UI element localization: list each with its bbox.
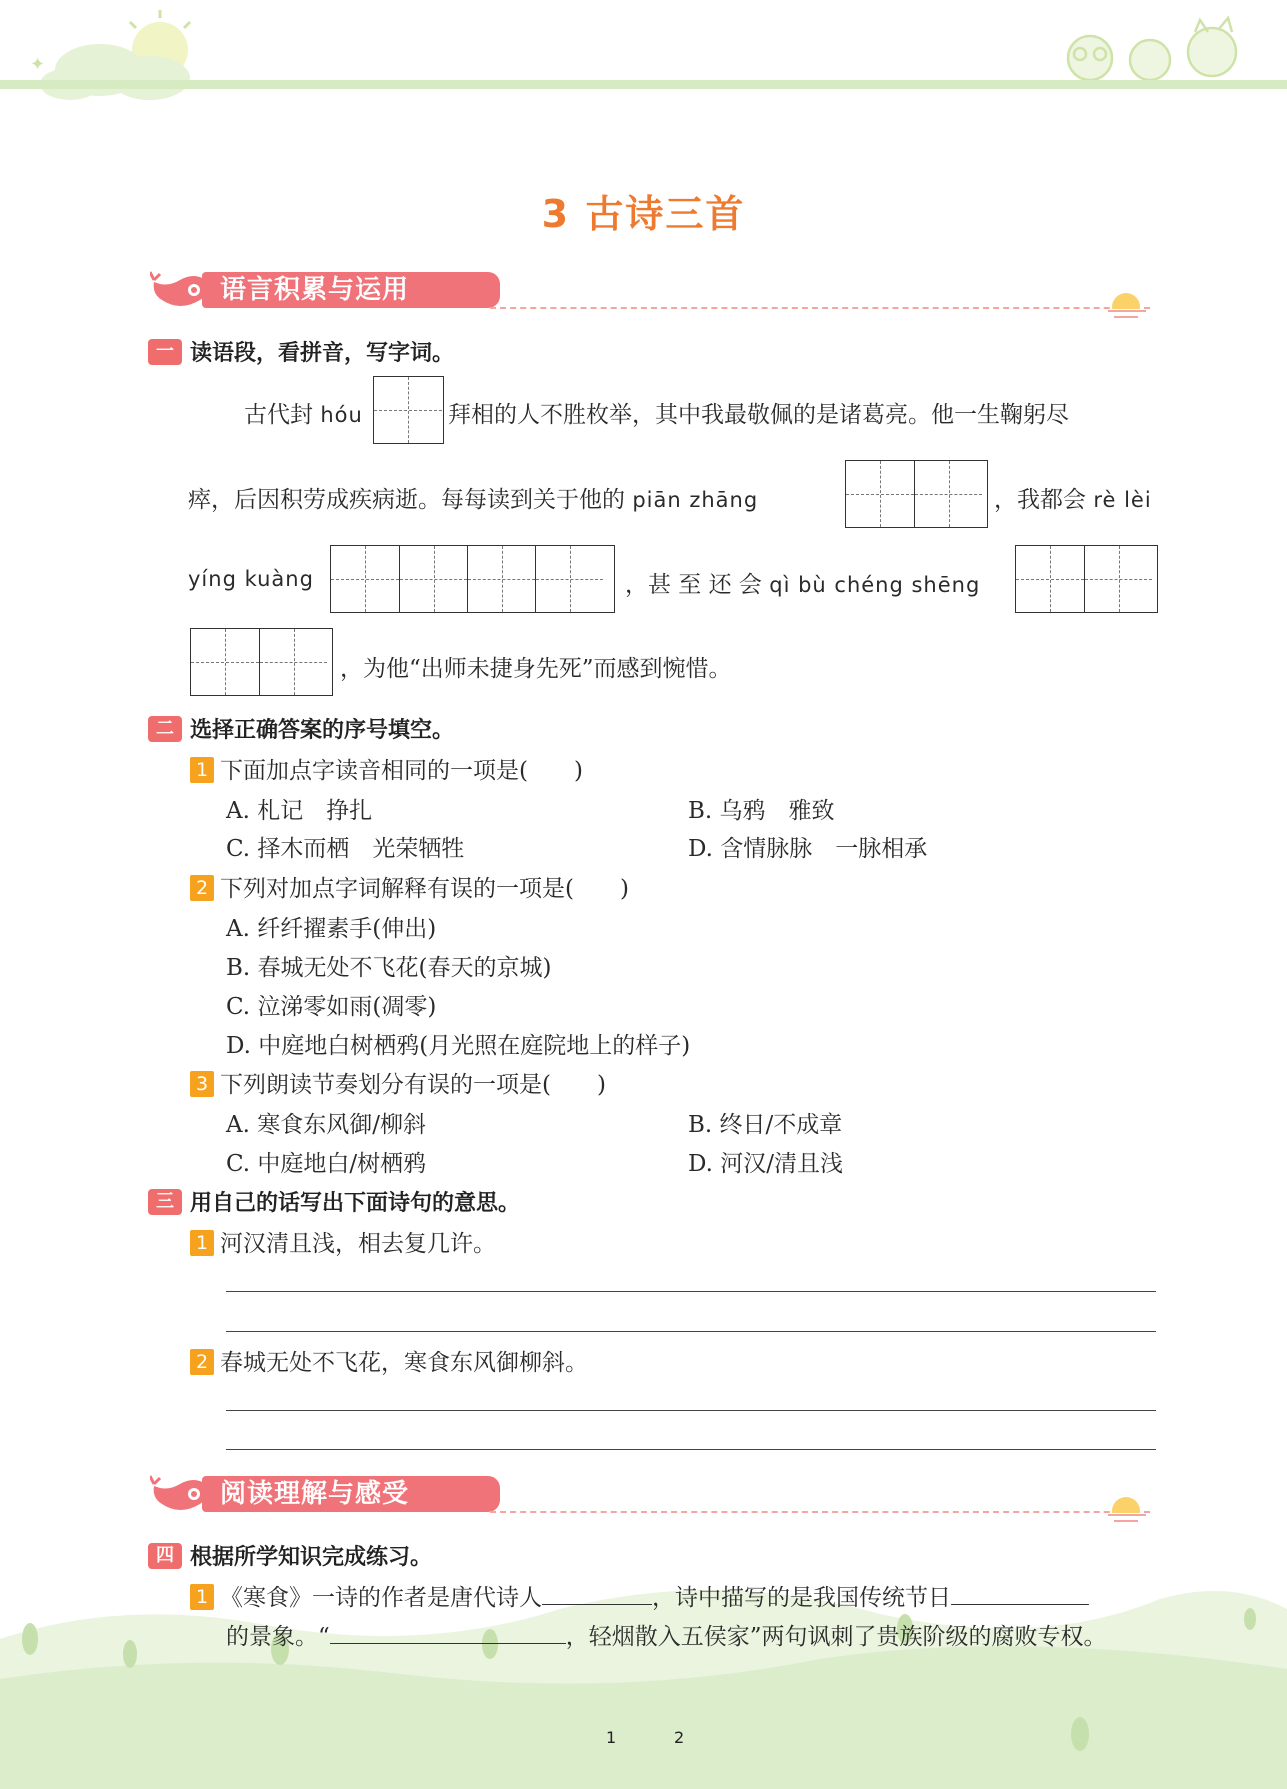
animal-faces-icon (1068, 18, 1236, 80)
sunset-icon (1104, 283, 1150, 329)
q2-item-2: 2 下列对加点字词解释有误的一项是( ) (190, 870, 629, 903)
q2-2-option-d[interactable]: D. 中庭地白树栖鸦(月光照在庭院地上的样子) (226, 1033, 691, 1059)
q1-line-3-b: ，甚 至 还 会 qì bù chéng shēng (625, 572, 981, 598)
q2-heading (148, 713, 454, 744)
blank-poem-line[interactable] (330, 1621, 566, 1644)
q1-line-1: 古代封 hóu (244, 402, 363, 428)
q3-badge: 三 (148, 1189, 182, 1215)
page-title: 3 古诗三首 (541, 192, 746, 236)
answer-line[interactable] (226, 1449, 1156, 1450)
q2-3-option-a[interactable]: A. 寒食东风御/柳斜 (226, 1112, 426, 1138)
q1-line-3: yíng kuàng (188, 567, 314, 591)
q3-heading (148, 1186, 520, 1217)
q2-badge: 二 (148, 716, 182, 742)
q2-heading-text: 选择正确答案的序号填空。 (190, 718, 455, 743)
q2-item-1: 1 下面加点字读音相同的一项是( ) (190, 752, 583, 785)
q3-item-1: 1 河汉清且浅，相去复几许。 (190, 1225, 496, 1258)
section-divider-1 (490, 307, 1150, 309)
char-box-qibuchengsheng-2[interactable] (190, 628, 333, 696)
q4-badge: 四 (148, 1543, 182, 1569)
answer-line[interactable] (226, 1331, 1156, 1332)
q1-line-2-b: ，我都会 rè lèi (994, 487, 1152, 513)
svg-text:✦: ✦ (30, 54, 46, 75)
q1-line-1-b: 拜相的人不胜枚举，其中我最敬佩的是诸葛亮。他一生鞠躬尽 (448, 402, 1069, 428)
q3-item-2: 2 春城无处不飞花，寒食东风御柳斜。 (190, 1344, 588, 1377)
blank-poet[interactable] (542, 1582, 652, 1605)
q2-1-option-c[interactable]: C. 择木而栖 光荣牺牲 (226, 836, 465, 862)
page-number-right: 2 (674, 1728, 685, 1747)
q1-heading-text: 读语段，看拼音，写字词。 (190, 341, 455, 366)
answer-line[interactable] (226, 1291, 1156, 1292)
char-box-pianzhang[interactable] (845, 460, 988, 528)
sunset-icon (1104, 1487, 1150, 1533)
section-title-2: 阅读理解与感受 (202, 1476, 500, 1512)
q1-line-4: ，为他“出师未捷身先死”而感到惋惜。 (340, 656, 732, 682)
char-box-qibuchengsheng[interactable] (1015, 545, 1158, 613)
q1-badge: 一 (148, 339, 182, 365)
char-box-hou[interactable] (373, 376, 444, 444)
q4-item-1-line-2: 的景象。“ ，轻烟散入五侯家”两句讽刺了贵族阶级的腐败专权。 (226, 1618, 1107, 1651)
footer-hills (0, 1529, 1287, 1789)
header-decoration (0, 0, 1287, 120)
q2-item-3: 3 下列朗读节奏划分有误的一项是( ) (190, 1066, 606, 1099)
q4-item-1-line-1: 1 《寒食》一诗的作者是唐代诗人 ，诗中描写的是我国传统节日 (190, 1579, 1089, 1612)
q3-heading-text: 用自己的话写出下面诗句的意思。 (190, 1191, 521, 1216)
q2-2-option-b[interactable]: B. 春城无处不飞花(春天的京城) (226, 955, 552, 981)
q4-heading-text: 根据所学知识完成练习。 (190, 1545, 433, 1570)
section-divider-2 (490, 1511, 1150, 1513)
q2-2-option-a[interactable]: A. 纤纤擢素手(伸出) (226, 916, 437, 942)
q2-3-option-b[interactable]: B. 终日/不成章 (688, 1112, 843, 1138)
page-number-left: 1 (606, 1728, 617, 1747)
q2-1-option-a[interactable]: A. 札记 挣扎 (226, 798, 373, 824)
q1-line-2: 瘁，后因积劳成疾病逝。每每读到关于他的 piān zhāng (188, 487, 759, 513)
q2-2-option-c[interactable]: C. 泣涕零如雨(凋零) (226, 994, 437, 1020)
q2-3-option-d[interactable]: D. 河汉/清且浅 (688, 1151, 843, 1177)
section-title-1: 语言积累与运用 (202, 272, 500, 308)
q2-1-option-d[interactable]: D. 含情脉脉 一脉相承 (688, 836, 928, 862)
q1-heading (148, 336, 454, 367)
char-box-yingkuang[interactable] (330, 545, 615, 613)
q2-1-option-b[interactable]: B. 乌鸦 雅致 (688, 798, 835, 824)
header-band (0, 80, 1287, 89)
blank-festival[interactable] (951, 1582, 1089, 1605)
q2-3-option-c[interactable]: C. 中庭地白/树栖鸦 (226, 1151, 427, 1177)
answer-line[interactable] (226, 1410, 1156, 1411)
